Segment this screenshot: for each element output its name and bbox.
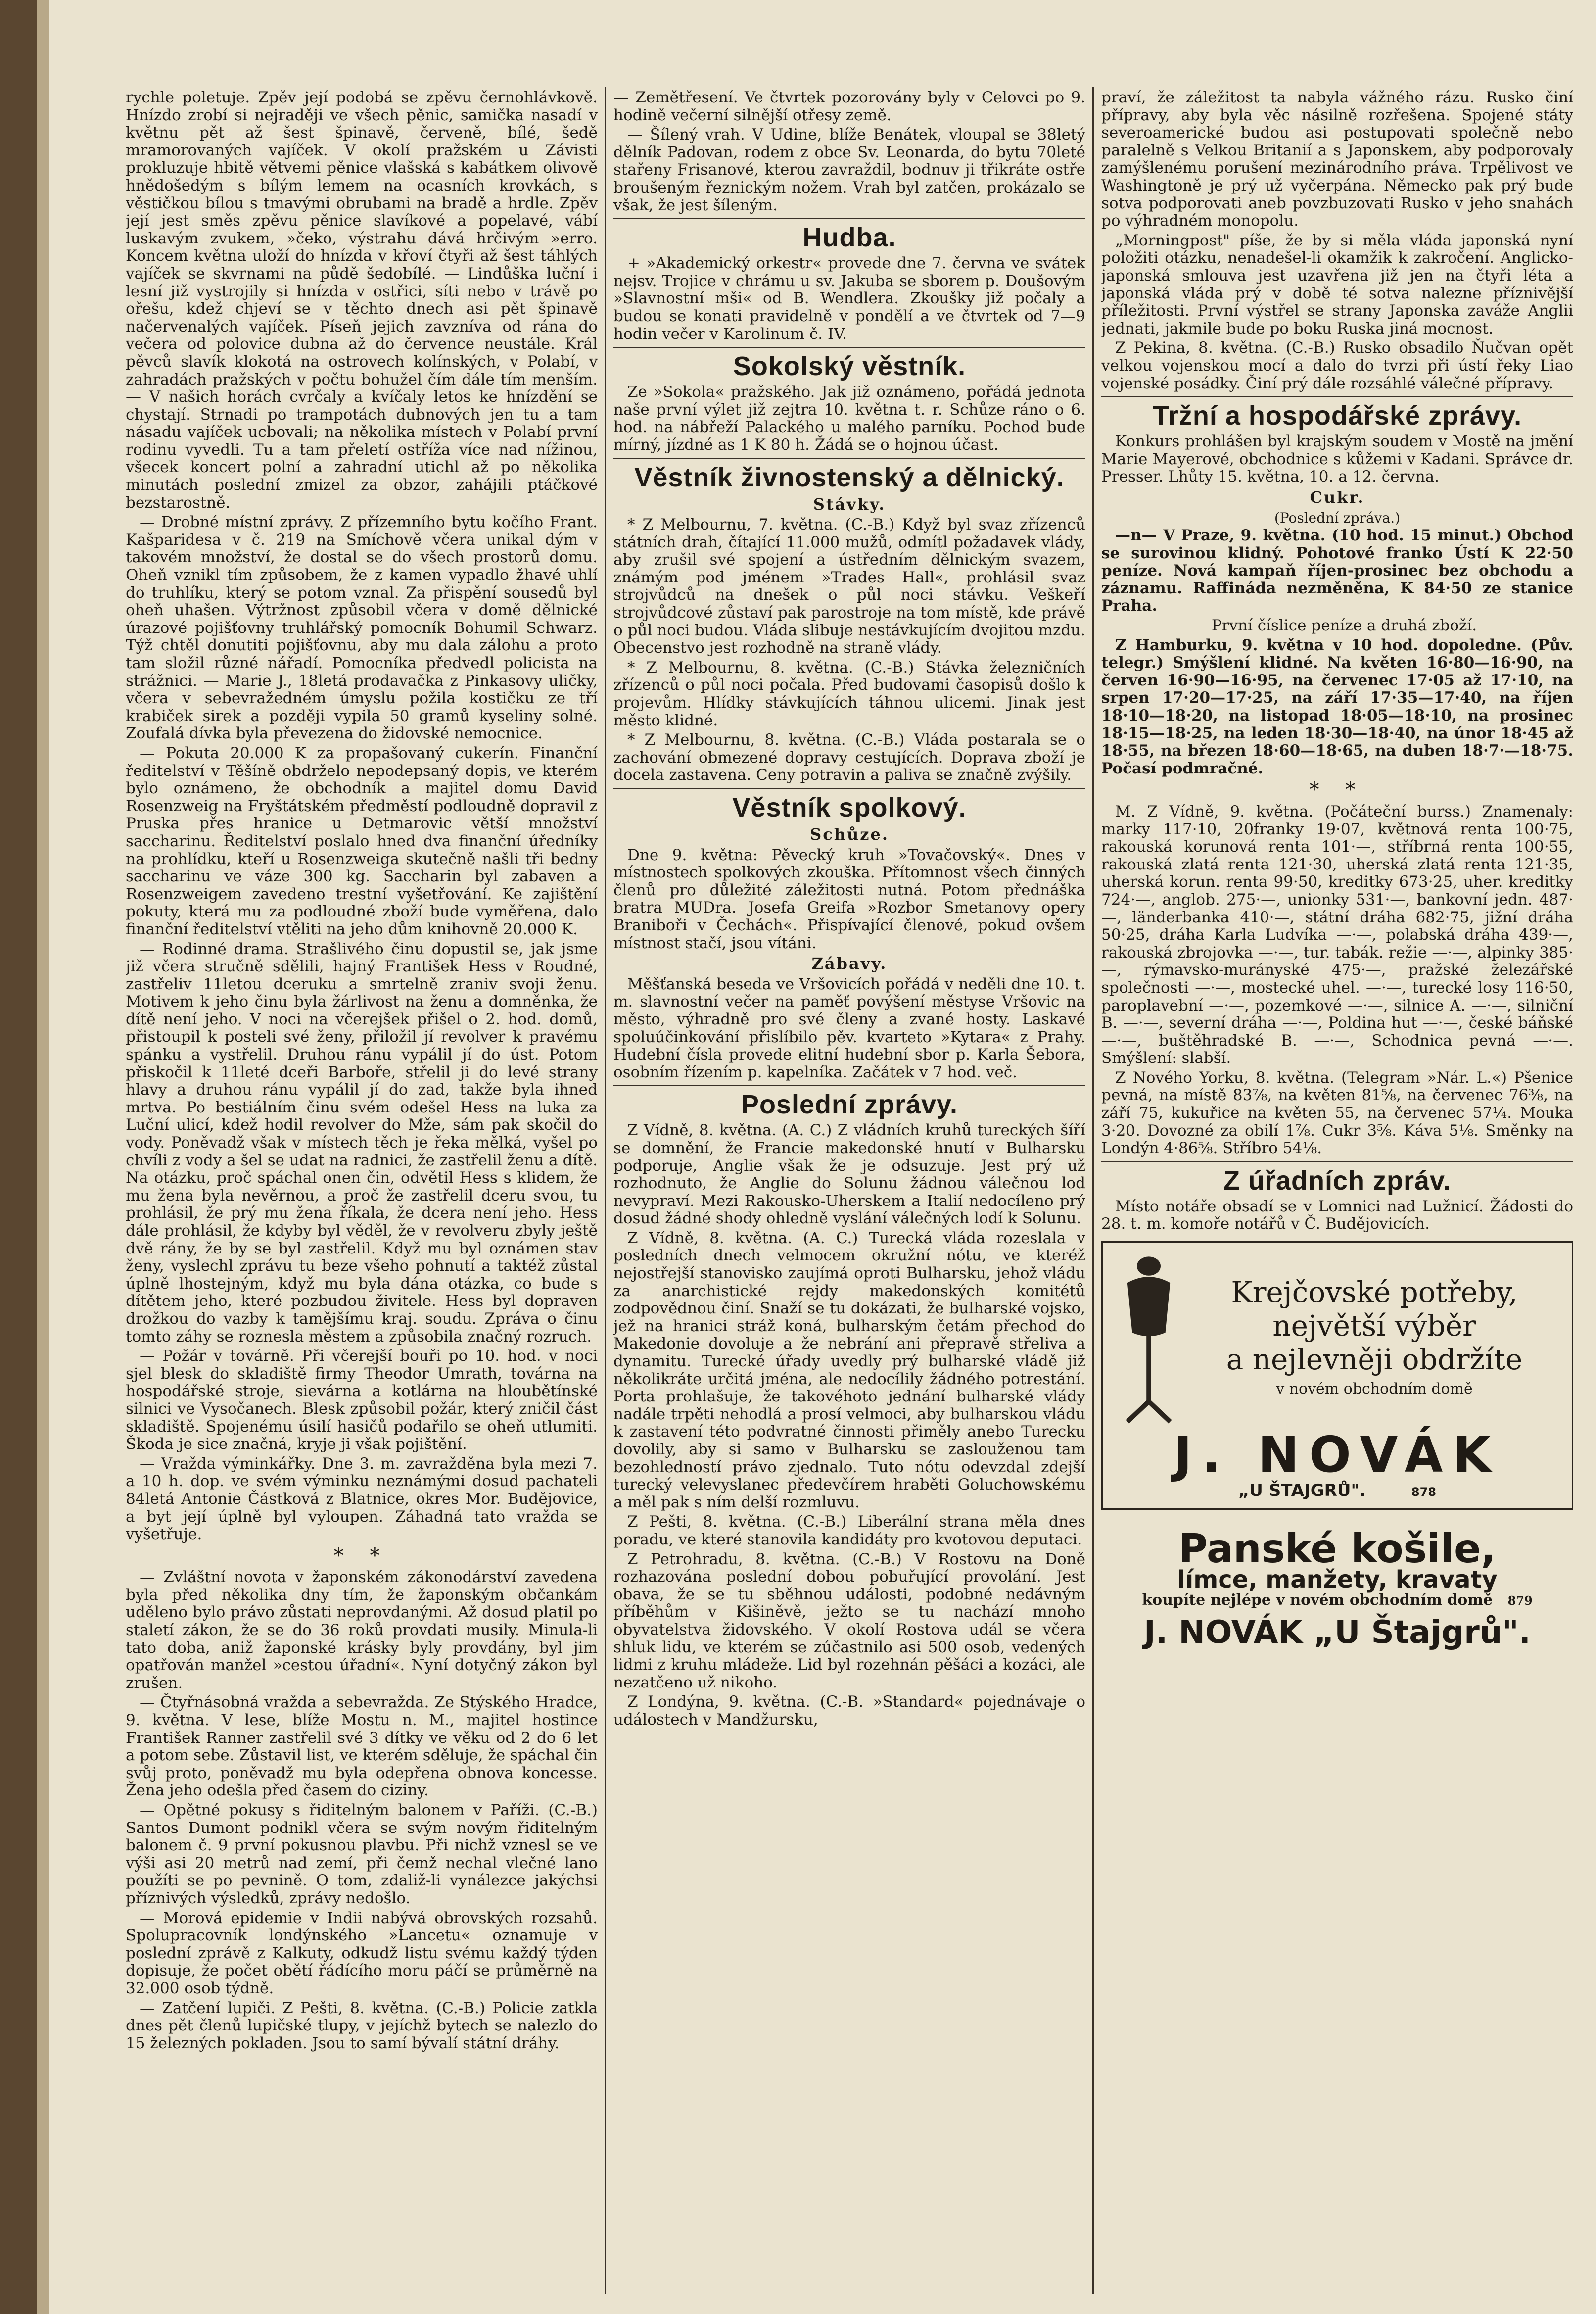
- article-london-cont: praví, že záležitost ta nabyla vážného rázu. Rusko činí přípravy, aby byla věc násilně rozřešena. Spojené státy severoamerické budou asi postupovati společně nebo paralelně s Velkou Britanií a s Japonskem, aby podporovaly zamýšlenému porušení mezinárodního práva. Trpělivost ve Washingtoně je prý už vyčerpána. Německo pak prý bude sotva podporovati aneb povzbuzovati Rusko v jeho snahách po výhradném monopolu.: [1101, 89, 1573, 230]
- article-robbers: — Zatčení lupiči. Z Pešti, 8. května. (C.-B.) Policie zatkla dnes pět členů lupičské tlupy, v jejíchž bytech se nalezlo do 15 železných pokladen. Jsou to samí bývalí státní dráhy.: [126, 1999, 598, 2052]
- advert-shirts-line: [1110, 1591, 1564, 1610]
- subheading-strikes: Stávky.: [813, 494, 886, 514]
- column-3: [1101, 89, 1573, 2294]
- advert-title-3: a nejlevněji obdržíte: [1226, 1343, 1523, 1377]
- advert-number: 878: [1411, 1485, 1437, 1499]
- section-heading-market: Tržní a hospodářské zprávy.: [1101, 396, 1573, 431]
- advert-title-2: největší výběr: [1272, 1309, 1476, 1343]
- binding-strip: [37, 0, 49, 2314]
- advert-shirts-number: 879: [1507, 1593, 1533, 1608]
- subheading-sugar: Cukr.: [1310, 487, 1365, 507]
- article-hamburg: Z Hamburku, 9. května v 10 hod. dopoledne. (Pův. telegr.) Smýšlení klidné. Na květen 16·80—16·90, na červen 16·90—16·95, na červenec 17·05 až 17·10, na srpen 17·20—17·25, na září 17·35—17·40, na říjen 18·10—18·20, na listopad 18·05—18·10, na prosinec 18·15—18·25, na leden 18·30—18·40, na únor 18·45 až 18·55, na březen 18·60—18·65, na duben 18·7·—18·75. Počasí podmračné.: [1101, 636, 1573, 777]
- article-pest: Z Pešti, 8. května. (C.-B.) Liberální strana měla dnes poradu, ve které stanovila kandidáty pro kvotovou deputaci.: [613, 1513, 1085, 1548]
- article-choir: Dne 9. května: Pěvecký kruh »Tovačovský«. Dnes v místnostech spolkových zkouška. Přítomnost všech činných členů pro důležité záležitosti nutná. Potom přednáška bratra MUDra. Josefa Greifa »Rozbor Smetanovy opery Braniboři v Čechách«. Přispívající členové, pokud ovšem místnost stačí, jsou vítáni.: [613, 846, 1085, 952]
- subheading-entertainment: Zábavy.: [811, 954, 888, 973]
- article-peking: Z Pekina, 8. května. (C.-B.) Rusko obsadilo Ňučvan opět velkou vojenskou mocí a dalo do tvrzi při ústí řeky Liao vojenské posádky. Činí prý dále rozsáhlé válečné přípravy.: [1101, 339, 1573, 392]
- section-heading-music: Hudba.: [613, 218, 1085, 253]
- article-earthquake: — Zemětřesení. Ve čtvrtek pozorovány byly v Celovci po 9. hodině večerní silnější otřesy země.: [613, 89, 1085, 124]
- article-saccharin-fine: — Pokuta 20.000 K za propašovaný cukerín. Finanční ředitelství v Těšíně obdrželo nepodepsaný dopis, ve kterém bylo oznámeno, že obchodník a majitel domu David Rosenzweig na Fryštátském předměstí podloudně dopravil z Pruska přes hranice u Detmarovic větší množství saccharinu. Ředitelství poslalo hned dva finanční úředníky na prohlídku, kteří u Rosenzweiga skutečně našli tři bedny saccharinu ve váze 300 kg. Saccharin byl zabaven a Rosenzweigem zavedeno trestní vyšetřování. Ke zajištění pokuty, která mu za podloudné zboží bude vyměřena, dalo finanční ředitelství vtěliti na jeho dům knihovně 20.000 K.: [126, 744, 598, 938]
- article-vienna-bourse: M. Z Vídně, 9. května. (Počáteční burss.) Znamenaly: marky 117·10, 20franky 19·07, květnová renta 100·75, rakouská korunová renta 101·—, stříbrná renta 100·55, rakouská zlatá renta 121·30, uherská zlatá renta 121·35, uherská korun. renta 99·50, kreditky 673·25, uher. kreditky 724·—, anglob. 275·—, unionky 531·—, bankovní jedn. 487·—, länderbanka 410·—, státní dráha 682·75, jižní dráha 50·25, dráha Karla Ludvíka —·—, polabská dráha 439·—, rakouská zbrojovka —·—, tur. tabák. režie —·—, alpinky 385·—, rýmavsko-murányské 475·—, pražské železářské společnosti —·—, mostecké uhel. —·—, turecké losy 116·50, paroplavební —·—, pozemkové —·—, silnice A. —·—, silniční B. —·—, severní dráha —·—, Poldina hut —·—, české báňské —·—, buštěhradské B. —·—, Schodnica pevná —·—. Smýšlení: slabší.: [1101, 802, 1573, 1067]
- advert-shirts-text: koupíte nejlépe v novém obchodním domě: [1142, 1591, 1493, 1609]
- newspaper-page: [49, 0, 1596, 2314]
- advert-shirts-sub: límce, manžety, kravaty: [1177, 1565, 1498, 1593]
- column-1: [126, 89, 598, 2294]
- article-birds: rychle poletuje. Zpěv její podobá se zpěvu černohlávkově. Hnízdo zrobí si nejraději ve všech pěnic, samička nasadí v květnu pět až šest špinavě, červeně, bílé, šedě mramorovaných vajíček. V okolí pražském u Závisti prokluzuje hbitě větvemi pěnice vlašská s kabátkem olivově hnědošedým s bílým lemem na ocasních krovkách, s věstičkou bílou s tmavými obrubami na bradě a hrdle. Zpěv její jest směs zpěvu pěnice slavíkové a popelavé, vábí luskavým zvukem, »čeko, výstrahu dává hrčivým »erro. Koncem května uloží do hnízda v křoví čtyři až šest táhlých vajíček se skvrnami na půdě šedobílé. — Lindůška luční i lesní již vystrojily si hnízda v ostřici, síti nebo v trávě po ořešu, kdež chjeví se v těchto dnech asi pět špinavě načervenalých vajíček. Píseň jejich zavzníva od rána do večera od polovice dubna až do července neustále. Král pěvců slavík klokotá na ostrovech kolínských, v Polabí, v zahradách pražských v počtu bohužel čím dále tím menším. — V našich horách cvrčaly a kvíčaly letos ke hnízdění se chystají. Strnadi po trampotách dubnových jen tu a tam násadu vajíček ucbovali; na několika místech v Polabí první rodinu vyvedli. Tu a tam přeletí ostříža více nad nížinou, všecek koncert polní a zahradní utichl až po několika minutách poslední zmizel za obzor, zahájili ptáčkové bezstarostně.: [126, 89, 598, 512]
- article-sokol-trip: Ze »Sokola« pražského. Jak již oznámeno, pořádá jednota naše první výlet již zejtra 10. května t. r. Schůze ráno o 6. hod. na nábřeží Palackého u malého parníku. Pochod bude mírný, jízdné as 1 K 80 h. Žádá se o hojnou účast.: [613, 383, 1085, 454]
- article-vienna-2: Z Vídně, 8. května. (A. C.) Turecká vláda rozeslala v posledních dnech velmocem okružní nótu, ve kteréž nejostřejší stanovisko zaujímá oproti Bulharsku, jehož vládu za anarchistické rejdy makedonských komitétů zodpovědnou činí. Snaží se tu dokázati, že bulharské vojsko, jež na hranici stráž koná, bulharským četám přechod do Makedonie dovoluje a že nebrání ani přepravě střeliva a dynamitu. Turecké úřady uvedly prý bulharské vládě již několikráte určitá jména, ale nedocílily žádného potrestání. Porta prohlašuje, že takovéhoto jednání bulharské vlády nadále trpěti nehodlá a prosí velmoci, aby bulharskou vládu k zastavení této podvratné činnosti přiměly anebo Turecku dovolily, aby si samo v Bulharsku se zaslouženou tam bezohledností právo zjednalo. Tuto nótu odevzdal zdejší turecký velevyslanec předevčírem hraběti Goluchowskému a měl pak s ním delší rozmluvu.: [613, 1229, 1085, 1511]
- article-notary: Místo notáře obsadí se v Lomnici nad Lužnicí. Žádosti do 28. t. m. komoře notářů v Č. Budějovicích.: [1101, 1197, 1573, 1233]
- column-rule: [605, 87, 606, 2294]
- article-petersburg: Z Petrohradu, 8. května. (C.-B.) V Rostovu na Doně rozhazována poslední dobou pobuřující provolání. Jest obava, že se tu sběhnou události, podobné nedávným příběhům v Kišiněvě, ježto se tu nachází mnoho obyvatelstva židovského. V okolí Rostova udál se včera shluk lidu, ve kterém se zúčastnilo asi 500 osob, vedených lidmi z kruhu mládeže. Lid byl rozehnán pěšáci a kozáci, ale nezatčeno už nikoho.: [613, 1550, 1085, 1691]
- article-plague: — Morová epidemie v Indii nabývá obrovských rozsahů. Spolupracovník londýnského »Lancetu« oznamuje v poslední zprávě z Kalkuty, odkudž listu svému každý týden dopisuje, že počet obětí řádícího moru páčí se průměrně na 32.000 osob týdně.: [126, 1909, 598, 1997]
- section-heading-societies: Věstník spolkový.: [613, 788, 1085, 823]
- column-rule: [1092, 87, 1094, 2294]
- advert-tailoring: [1101, 1241, 1573, 1510]
- article-new-york: Z Nového Yorku, 8. května. (Telegram »Nár. L.«) Pšenice pevná, na místě 83⅞, na květen 81⅝, na červenec 76⅜, na září 75, kukuřice na květen 55, na červenec 57¼. Mouka 3·20. Dovozné za obilí 1⅞. Cukr 3⅝. Káva 5⅛. Směnky na Londýn 4·86⅝. Stříbro 54⅛.: [1101, 1068, 1573, 1157]
- advert-sign: [1112, 1482, 1563, 1501]
- separator-stars: * *: [333, 1544, 390, 1567]
- article-london: Z Londýna, 9. května. (C.-B. »Standard« pojednávaje o událostech v Mandžursku,: [613, 1693, 1085, 1729]
- article-japan-law: — Zvláštní novota v žaponském zákonodárství zavedena byla před několika dny tím, že žaponským občankám uděleno bylo právo zůstati neprovdanými. Až dosud platil po staletí zákon, že se do 36 roků provdati musily. Minula-li tato doba, aniž žaponské krásky byly provdány, byl jim opatřován manžel »cestou úřadní«. Nyní dotyčný zákon byl zrušen.: [126, 1568, 598, 1692]
- dress-form-icon: [1112, 1250, 1186, 1428]
- section-heading-sokol: Sokolský věstník.: [613, 347, 1085, 382]
- article-orchestra: + »Akademický orkestr« provede dne 7. června ve svátek nejsv. Trojice v chrámu u sv. Jakuba se sborem p. Doušovým »Slavnostní mši« od B. Wendlera. Zkoušky již počaly a budou se konati pravidelně v pondělí a ve čtvrtek od 7—9 hodin večer v Karolinum č. IV.: [613, 254, 1085, 343]
- section-heading-trades: Věstník živnostenský a dělnický.: [613, 458, 1085, 493]
- advert-line: v novém obchodním domě: [1276, 1380, 1473, 1398]
- article-vrsovice: Měšťanská beseda ve Vršovicích pořádá v neděli dne 10. t. m. slavnostní večer na paměť povýšení městyse Vršovic na město, výhradně pro své členy a zvané hosty. Laskavé spoluúčinkování přislíbilo pěv. kvarteto »Kytara« z Prahy. Hudební čísla provede elitní hudební sbor p. Karla Šebora, osobním řízením p. kapelníka. Začátek v 7 hod. več.: [613, 975, 1085, 1081]
- article-factory-fire: — Požár v továrně. Při včerejší bouři po 10. hod. v noci sjel blesk do skladiště firmy Theodor Umrath, továrna na hospodářské stroje, sievárna a kotlárna na hloubětínské silnici ve Vysočanech. Blesk způsobil požár, který zničil část skladiště. Spojenému úsilí hasičů podařilo se oheň utlumiti. Škoda je sice značná, kryje ji však pojištění.: [126, 1347, 598, 1453]
- section-heading-official: Z úřadních zpráv.: [1101, 1161, 1573, 1196]
- article-sugar-prague: —n— V Praze, 9. května. (10 hod. 15 minut.) Obchod se surovinou klidný. Pohotové franko Ústí K 22·50 peníze. Nová kampaň říjen-prosinec bez obchodu a záznamu. Raffináda nezměněna, K 84·50 ze stanice Praha.: [1101, 527, 1573, 615]
- article-local-news: — Drobné místní zprávy. Z přízemního bytu kočího Frant. Kašparidesa v č. 219 na Smíchově včera unikal dým v takovém množství, že dostal se do všech prostorů domu. Oheň vznikl tím způsobem, že z kamen vypadlo žhavé uhlí do truhlíku, který se potom vznal. Za přispění sousedů byl oheň uhašen. Výtržnost způsobil včera v domě dělnické úrazové pojišťovny truhlářský pomocník Bohumil Schwarz. Týž chtěl donutiti pojišťovnu, aby mu dala zálohu a proto tam složil různé nářadí. Pomocníka předvedl policista na strážnici. — Marie J., 18letá prodavačka z Pinkasovy uličky, včera v sebevražedném úmyslu požila kostičku ze tří krabiček sirek a později vypila 50 gramů kyseliny solné. Zoufalá dívka byla převezena do židovské nemocnice.: [126, 513, 598, 743]
- article-bankruptcy: Konkurs prohlášen byl krajským soudem v Mostě na jmění Marie Mayerové, obchodnice s kůžemi v Kadani. Správce dr. Presser. Lhůty 15. května, 10. a 12. června.: [1101, 433, 1573, 486]
- article-mad-murderer: — Šílený vrah. V Udine, blíže Benátek, vloupal se 38letý dělník Padovan, rodem z obce Sv. Leonarda, do bytu 70leté stařeny Frisanové, kterou zavraždil, bodnuv ji třikráte ostře broušeným řeznickým nožem. Vrah byl zatčen, prokázalo se však, že jest šíleným.: [613, 126, 1085, 214]
- subheading-meetings: Schůze.: [810, 825, 889, 844]
- column-2: [613, 89, 1085, 2294]
- advert-sign-text: „U ŠTAJGRŮ".: [1238, 1481, 1366, 1501]
- article-melbourne-1: * Z Melbournu, 7. května. (C.-B.) Když byl svaz zřízenců státních drah, čítající 11.000 mužů, odmítl požadavek vlády, aby zrušil své spojení a ústředním dělnickým svazem, známým pod jménem »Trades Hall«, prohlásil svaz strojvůdců na dnešek o půl noci stávku. Veškeří strojvůdcové zůstaví pak parostroje na tom místě, kde právě o půl noci budou. Vláda slibuje nestávkujícím dvojitou mzdu. Obecenstvo jest rozhodně na straně vlády.: [613, 516, 1085, 657]
- article-melbourne-3: * Z Melbournu, 8. května. (C.-B.) Vláda postarala se o zachování obmezené dopravy cestujících. Doprava zboží je docela zastavena. Ceny potravin a paliva se značně zvýšily.: [613, 731, 1085, 784]
- article-balloon: — Opětné pokusy s řiditelným balonem v Paříži. (C.-B.) Santos Dumont podnikl včera se svým novým řiditelným balonem č. 9 první pokusnou plavbu. Při nichž vznesl se ve výši asi 20 metrů nad zemí, při čemž nechal vlečné lano použíti se po pevnině. O tom, zdaliž-li vynálezce jakýchsi příznivých výsledků, zprávy nedošlo.: [126, 1801, 598, 1907]
- advert-brand: J. NOVÁK: [1174, 1426, 1501, 1484]
- advert-shirts-title: Panské košile,: [1178, 1525, 1496, 1572]
- article-melbourne-2: * Z Melbournu, 8. května. (C.-B.) Stávka železničních zřízenců o půl noci počala. Před budovami časopisů došlo k projevům. Hlídky stávkujících táhnou ulicemi. Jinak jest město klidné.: [613, 658, 1085, 729]
- article-vienna-1: Z Vídně, 8. května. (A. C.) Z vládních kruhů tureckých šíří se domnění, že Francie makedonské hnutí v Bulharsku podporuje, Anglie však že je odsuzuje. Jest prý už rozhodnuto, že Anglie do Solunu žádnou válečnou loď nevypraví. Mezi Rakousko-Uherskem a Italií nedocíleno prý dosud žádné shody ohledně vyslání válečných lodí k Solunu.: [613, 1121, 1085, 1228]
- binding-edge: [0, 0, 37, 2314]
- advert-shirts-brand: J. NOVÁK „U Štajgrů".: [1144, 1614, 1531, 1651]
- advert-shirts: [1101, 1520, 1573, 1659]
- article-murder: — Vražda výminkářky. Dne 3. m. zavražděna byla mezi 7. a 10 h. dop. ve svém výminku neznámými dosud pachateli 84letá Antonie Částková z Blatnice, okres Mor. Budějovice, a byt její úplně byl vyloupen. Záhadná tato vražda se vyšetřuje.: [126, 1454, 598, 1543]
- subheading-latest-report: (Poslední zpráva.): [1274, 510, 1401, 527]
- separator-stars: * *: [1309, 778, 1365, 802]
- article-quadruple-murder: — Čtyřnásobná vražda a sebevražda. Ze Stýského Hradce, 9. května. V lese, blíže Mostu n. M., majitel hostince František Ranner zastřelil své 3 dítky ve věku od 2 do 6 let a potom sebe. Zůstavil list, ve kterém sděluje, že spáchal čin svůj proto, poněvadž mu byla odepřena obnova koncesse. Žena jeho odešla před časem do ciziny.: [126, 1693, 598, 1800]
- advert-title-1: Krejčovské potřeby,: [1231, 1275, 1518, 1309]
- article-morningpost: „Morningpost" píše, že by si měla vláda japonská nyní položiti otázku, nenadešel-li okamžik k zakročení. Anglicko-japonská smlouva jest uzavřena již jen na čtyři léta a japonská vláda prý v době té sotva nalezne příznivější příležitosti. První výstřel se strany Japonska zaváže Anglii jednati, jakmile bude po boku Ruska jiná mocnost.: [1101, 231, 1573, 337]
- note-prices: První číslice peníze a druhá zboží.: [1211, 617, 1477, 635]
- article-family-drama: — Rodinné drama. Strašlivého činu dopustil se, jak jsme již včera stručně sdělili, hajný František Hess v Roudné, zastřeliv 11letou dceruku a smrtelně zraniv svoji ženu. Motivem k jeho činu byla žárlivost na ženu a domněnka, že dítě není jeho. V noci na včerejšek přišel o 2. hod. domů, přistoupil k posteli své ženy, přiložil jí revolver k pravému spánku a vystřelil. Druhou ránu vypálil jí do úst. Potom přiskočil k 11leté dceři Barboře, střelil ji do levé strany hlavy a druhou ránu vypálil jí do zad, takže byla ihned mrtva. Po bestiálním činu svém odešel Hess na luka za Luční ulicí, kdež hodil revolver do Mže, sám pak skočil do vody. Poněvadž však v místech těch je řeka mělká, vyšel po chvíli z vody a šel se udat na radnici, že zastřelil ženu a dítě. Na otázku, proč spáchal onen čin, odvětil Hess s klidem, že mu žena byla nevěrnou, a proč že zastřelil dceru svou, tu prohlásil, že prý mu žena říkala, že dcera není jeho. Hess dále prohlásil, že kdyby byl věděl, že v revolveru zbyly ještě dvě rány, že by se byl zastřelil. Když mu byl oznámen stav ženy, vyslechl zprávu tu beze všeho pohnutí a taktéž zůstal úplně lhostejným, když mu byla dána otázka, co bude s dítětem jeho, které pozbudou živitele. Hess byl dopraven drožkou do vazby k tamějšímu kraj. soudu. Zpráva o činu tomto záhy se roznesla městem a způsobila značný rozruch.: [126, 940, 598, 1346]
- section-heading-latest: Poslední zprávy.: [613, 1085, 1085, 1120]
